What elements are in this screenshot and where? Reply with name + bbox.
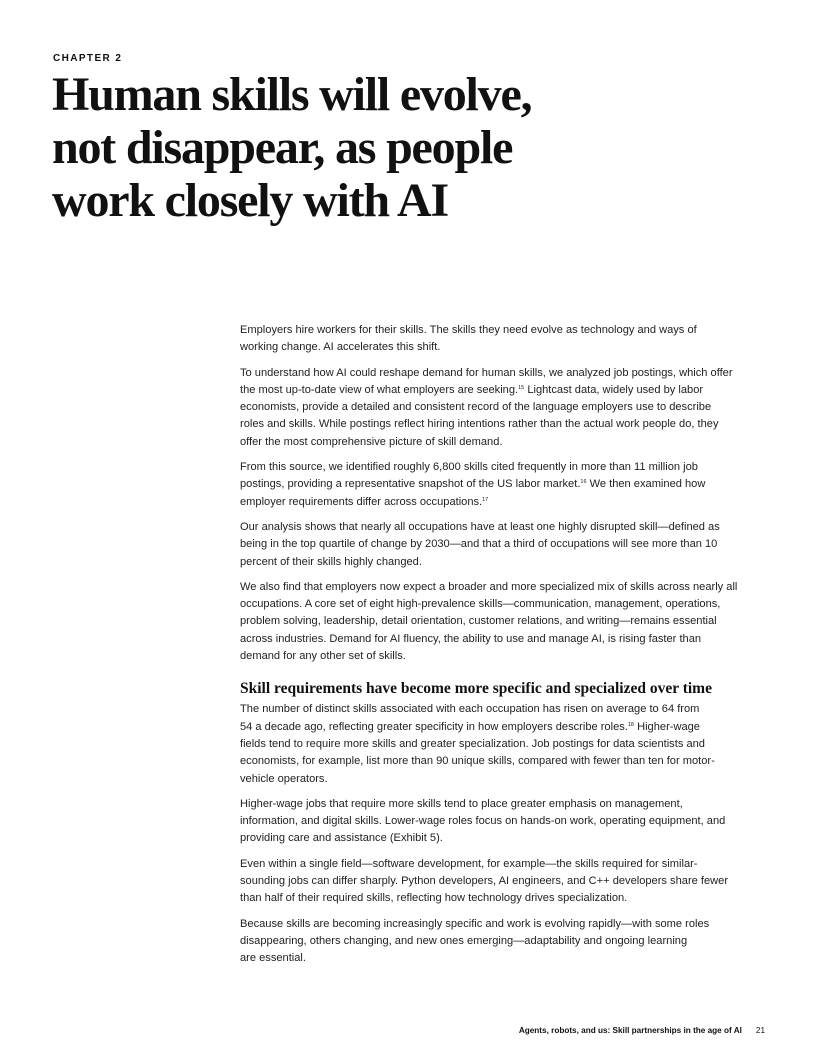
title-line: work closely with AI [52,174,449,227]
body-paragraph [240,579,770,665]
text-line: than half of their required skills, reflecting how technology drives specialization. [240,892,628,905]
title-line: not disappear, as people [52,121,513,174]
text-line: working change. AI accelerates this shift. [240,341,441,354]
text-line: Because skills are becoming increasingly specific and work is evolving rapidly—with some roles [240,917,710,930]
text-line: economists, for example, list more than 90 unique skills, compared with fewer than ten for motor- [240,755,715,768]
body-column [240,322,770,976]
text-line: percent of their skills highly changed. [240,555,422,568]
text-line [240,382,770,399]
text-segment: the most up-to-date view of what employers are seeking. [240,383,519,396]
footnote-ref: 18 [627,721,634,728]
text-line: disappearing, others changing, and new ones emerging—adaptability and ongoing learning [240,934,688,947]
footnote-ref: 16 [580,479,587,486]
text-segment: employer requirements differ across occupations. [240,495,483,508]
chapter-label: CHAPTER 2 [53,53,123,64]
text-line: offer the most comprehensive picture of skill demand. [240,435,503,448]
page-number: 21 [755,1026,765,1035]
text-line: providing care and assistance (Exhibit 5). [240,832,443,845]
body-paragraph [240,856,770,908]
page-title [52,68,672,227]
text-line: sounding jobs can differ sharply. Python developers, AI engineers, and C++ developers share fewer [240,875,729,888]
body-paragraph [240,365,770,451]
text-line: demand for any other set of skills. [240,650,406,663]
text-line: From this source, we identified roughly 6,800 skills cited frequently in more than 11 million job [240,461,698,474]
text-line: Even within a single field—software development, for example—the skills required for similar- [240,857,698,870]
text-line: roles and skills. While postings reflect hiring intentions rather than the actual work people do, they [240,418,719,431]
text-line: We also find that employers now expect a broader and more specialized mix of skills across nearly all [240,580,738,593]
body-paragraph [240,916,770,968]
text-line: fields tend to require more skills and greater specialization. Job postings for data scientists and [240,737,705,750]
text-line [240,719,770,736]
text-line: To understand how AI could reshape demand for human skills, we analyzed job postings, which offer [240,366,733,379]
text-line: across industries. Demand for AI fluency, the ability to use and manage AI, is rising faster than [240,632,702,645]
text-segment: postings, providing a representative snapshot of the US labor market. [240,478,581,491]
text-line: problem solving, leadership, detail orientation, customer relations, and writing—remains essential [240,615,717,628]
text-line: The number of distinct skills associated with each occupation has risen on average to 64 from [240,703,700,716]
body-paragraph [240,322,770,357]
page-footer [400,1026,765,1035]
body-paragraph [240,701,770,787]
text-line: information, and digital skills. Lower-wage roles focus on hands-on work, operating equipment, and [240,815,726,828]
body-paragraph [240,519,770,571]
text-segment: We then examined how [586,478,706,491]
text-line [240,476,770,493]
text-segment: Higher-wage [634,720,700,733]
text-line: vehicle operators. [240,772,328,785]
title-line: Human skills will evolve, [52,68,532,121]
text-line: being in the top quartile of change by 2030—and that a third of occupations will see more than 10 [240,538,718,551]
text-line: economists, provide a detailed and consistent record of the language employers use to describe [240,401,712,414]
text-line: Our analysis shows that nearly all occupations have at least one highly disrupted skill—defined as [240,520,720,533]
text-line: occupations. A core set of eight high-prevalence skills—communication, management, operations, [240,598,721,611]
footnote-ref: 15 [518,384,525,391]
text-segment: 54 a decade ago, reflecting greater specificity in how employers describe roles. [240,720,628,733]
section-subheading: Skill requirements have become more specific and specialized over time [240,680,712,698]
text-segment: Lightcast data, widely used by labor [524,383,704,396]
footer-title: Agents, robots, and us: Skill partnerships in the age of AI [518,1026,742,1035]
text-line: Employers hire workers for their skills. The skills they need evolve as technology and ways of [240,324,697,336]
text-line: are essential. [240,952,306,965]
text-line [240,494,770,511]
body-paragraph [240,796,770,848]
body-paragraph [240,459,770,511]
text-line: Higher-wage jobs that require more skills tend to place greater emphasis on management, [240,797,683,810]
footnote-ref: 17 [482,496,489,503]
